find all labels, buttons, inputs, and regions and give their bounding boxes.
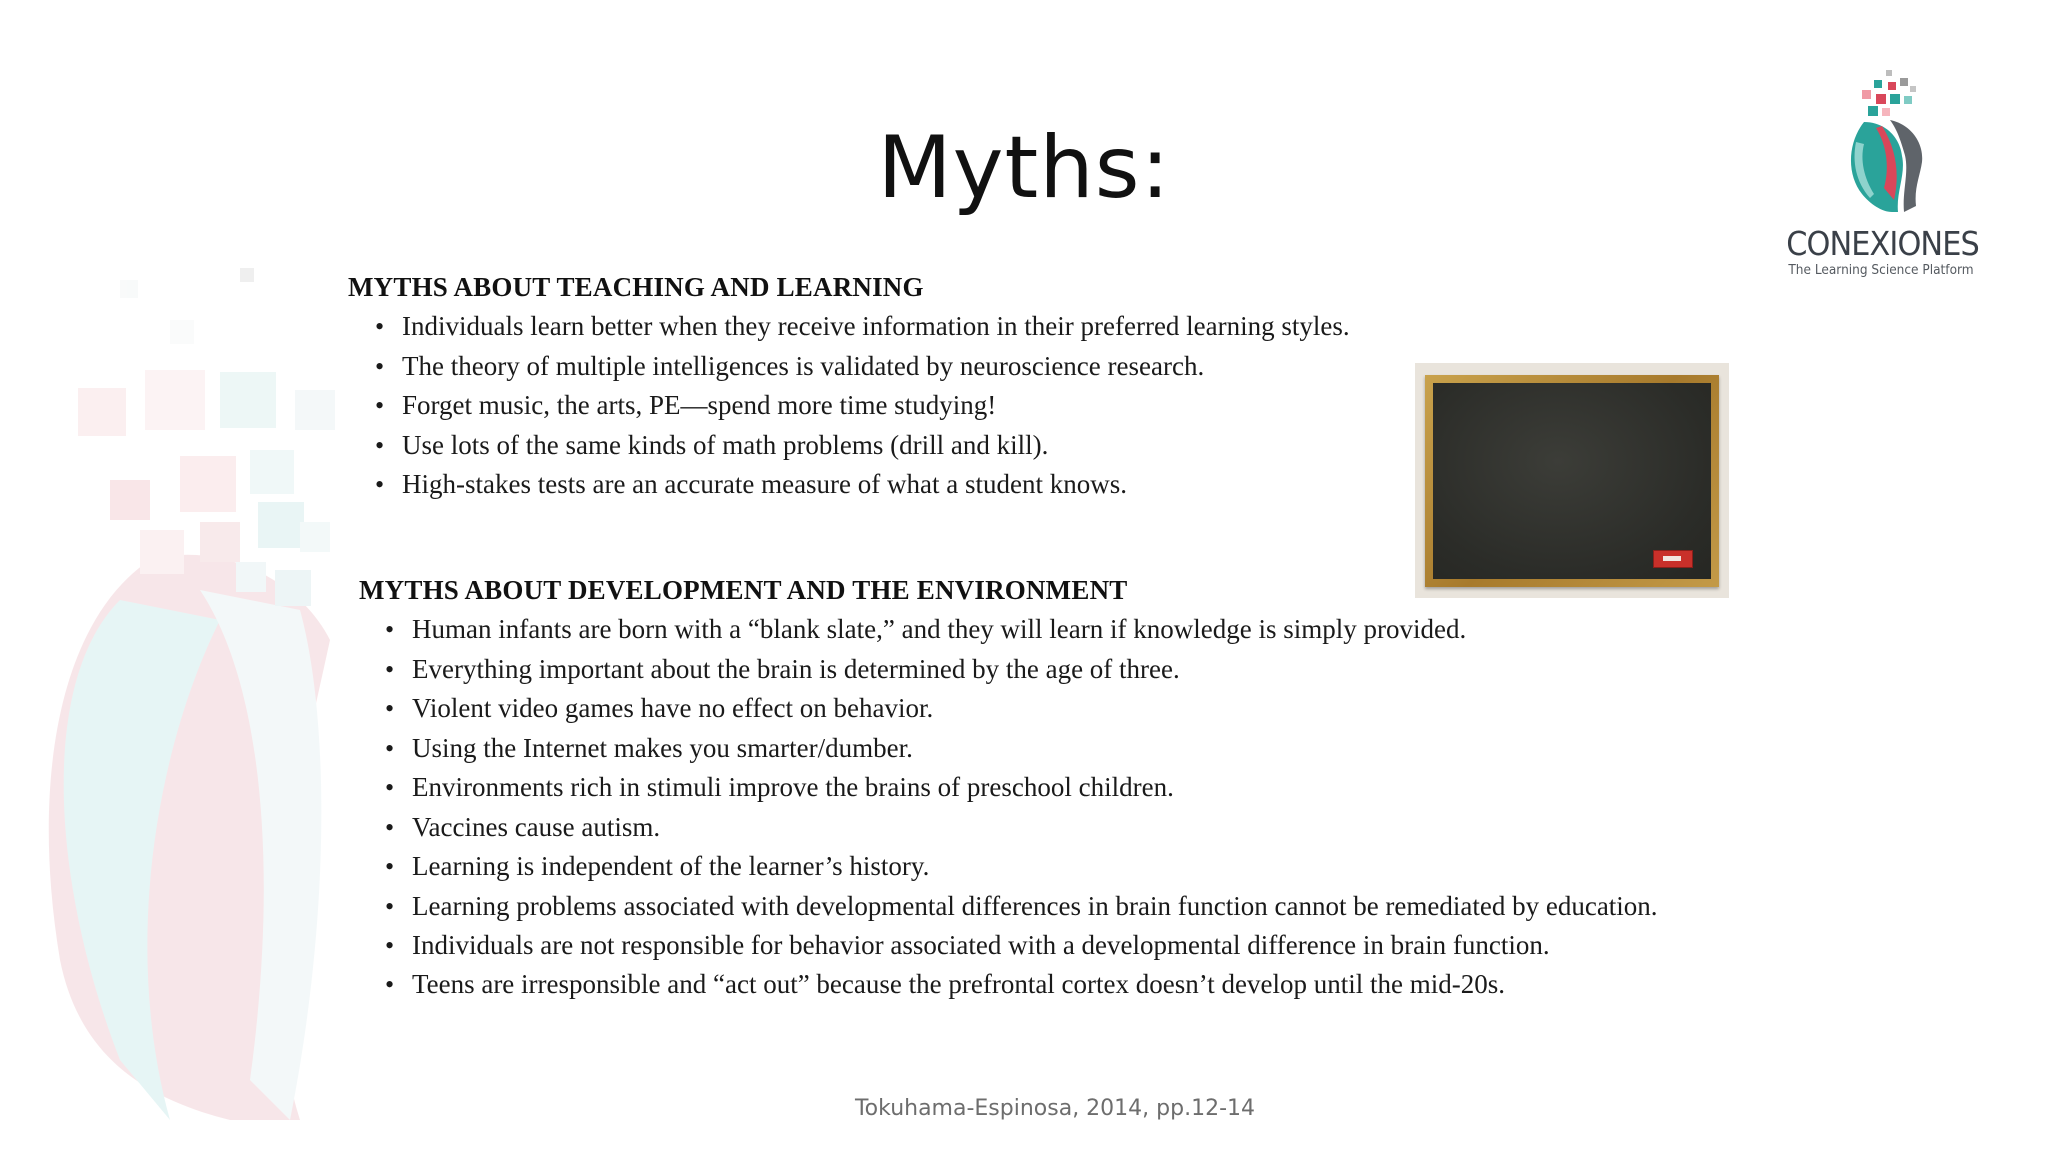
conexiones-logo <box>1778 62 1984 284</box>
list-item: • Violent video games have no effect on behavior. <box>377 689 1677 729</box>
section-heading-development: MYTHS ABOUT DEVELOPMENT AND THE ENVIRONMENT <box>359 575 1128 605</box>
section-heading-teaching: MYTHS ABOUT TEACHING AND LEARNING <box>348 272 924 302</box>
list-item: • Individuals are not responsible for behavior associated with a developmental difference in brain function. <box>377 926 1677 966</box>
list-item: • The theory of multiple intelligences is validated by neuroscience research. <box>367 347 1467 387</box>
logo-name: CONEXIONES <box>1786 224 1979 263</box>
myth-list-development <box>377 610 1677 1005</box>
list-item: • Vaccines cause autism. <box>377 808 1677 848</box>
list-item: • Learning problems associated with developmental differences in brain function cannot be remediated by education. <box>377 889 1677 924</box>
list-item: • Use lots of the same kinds of math problems (drill and kill). <box>367 426 1467 466</box>
chalkboard-photo <box>1415 363 1729 598</box>
list-item: • Everything important about the brain is determined by the age of three. <box>377 650 1677 690</box>
list-item: • Forget music, the arts, PE—spend more time studying! <box>367 386 1467 426</box>
list-item: • Teens are irresponsible and “act out” because the prefrontal cortex doesn’t develop until the mid-20s. <box>377 965 1677 1005</box>
slide-title: Myths: <box>877 118 1171 218</box>
eraser-icon <box>1653 550 1693 568</box>
background-watermark <box>0 260 400 1120</box>
chalkboard-frame <box>1425 375 1719 587</box>
logo-head-icon <box>1778 62 1984 222</box>
myth-list-teaching <box>367 307 1467 505</box>
list-item: • Environments rich in stimuli improve the brains of preschool children. <box>377 768 1677 808</box>
list-item: • Using the Internet makes you smarter/dumber. <box>377 729 1677 769</box>
logo-tagline: The Learning Science Platform <box>1788 262 1974 278</box>
list-item: • Human infants are born with a “blank slate,” and they will learn if knowledge is simply provided. <box>377 610 1677 650</box>
list-item: • Individuals learn better when they receive information in their preferred learning styles. <box>367 307 1467 347</box>
list-item: • Learning is independent of the learner’s history. <box>377 847 1677 887</box>
list-item: • High-stakes tests are an accurate measure of what a student knows. <box>367 465 1467 505</box>
citation: Tokuhama-Espinosa, 2014, pp.12-14 <box>854 1096 1256 1121</box>
